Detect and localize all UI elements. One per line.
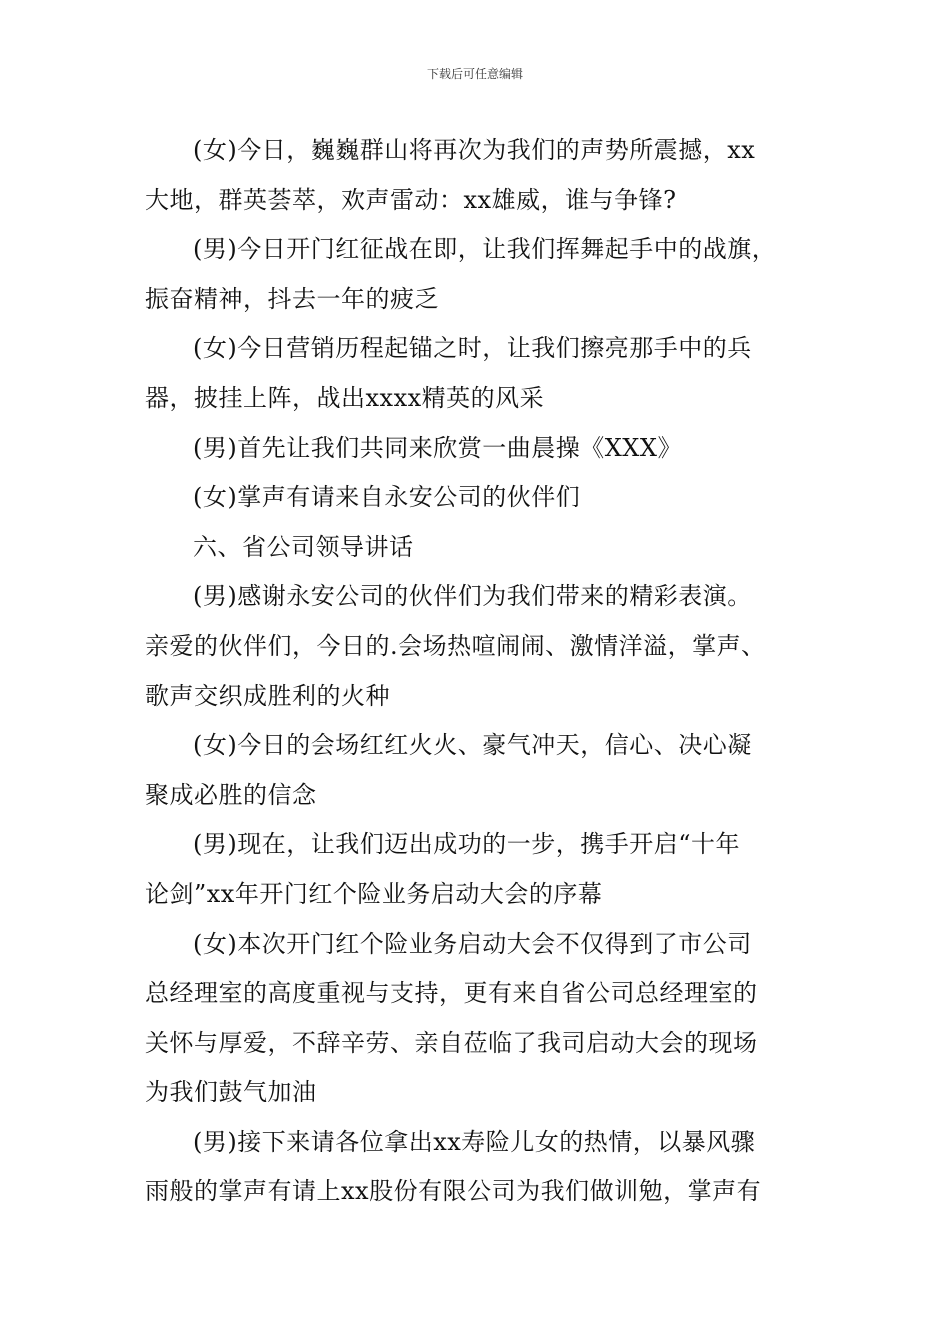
paragraph-3 <box>145 324 817 423</box>
text-line: (女)今日营销历程起锚之时，让我们擦亮那手中的兵 <box>193 334 752 363</box>
paragraph-8 <box>145 721 817 820</box>
paragraph-11 <box>145 1118 817 1217</box>
text-line: 振奋精神，抖去一年的疲乏 <box>145 284 439 313</box>
text-line: (女)今日的会场红红火火、豪气冲天，信心、决心凝 <box>193 731 752 760</box>
paragraph-2 <box>145 225 817 324</box>
text-line: (男)接下来请各位拿出xx寿险儿女的热情，以暴风骤 <box>193 1127 756 1156</box>
page-header: 下载后可任意编辑 <box>426 67 523 81</box>
text-line: 亲爱的伙伴们，今日的.会场热喧闹闹、激情洋溢，掌声、 <box>145 631 766 660</box>
text-line: 器，披挂上阵，战出xxxx精英的风采 <box>145 383 545 412</box>
text-line: 大地，群英荟萃，欢声雷动：xx雄威，谁与争锋? <box>145 185 677 214</box>
text-line: (男)现在，让我们迈出成功的一步，携手开启“十年 <box>193 830 740 859</box>
text-line: (女)今日，巍巍群山将再次为我们的声势所震撼，xx <box>193 136 756 164</box>
text-line: (男)首先让我们共同来欣赏一曲晨操《XXX》 <box>193 433 682 462</box>
text-line: 关怀与厚爱，不辞辛劳、亲自莅临了我司启动大会的现场 <box>145 1028 758 1057</box>
paragraph-9 <box>145 820 817 919</box>
text-line: 歌声交织成胜利的火种 <box>145 681 390 710</box>
section-heading <box>145 523 817 573</box>
paragraph-7 <box>145 572 817 721</box>
paragraph-4 <box>145 424 817 474</box>
paragraph-5 <box>145 473 817 523</box>
text-line: 雨般的掌声有请上xx股份有限公司为我们做训勉，掌声有 <box>145 1177 762 1206</box>
text-line: 为我们鼓气加油 <box>145 1078 317 1107</box>
text-line: 聚成必胜的信念 <box>145 780 317 809</box>
text-line: (女)本次开门红个险业务启动大会不仅得到了市公司 <box>193 929 752 958</box>
text-line: (女)掌声有请来自永安公司的伙伴们 <box>193 483 581 512</box>
text-line: (男)今日开门红征战在即，让我们挥舞起手中的战旗， <box>193 235 777 264</box>
text-line: (男)感谢永安公司的伙伴们为我们带来的精彩表演。 <box>193 582 752 611</box>
text-line: 总经理室的高度重视与支持，更有来自省公司总经理室的 <box>145 979 758 1008</box>
text-line: 论剑”xx年开门红个险业务启动大会的序幕 <box>145 879 603 908</box>
text-line: 六、省公司领导讲话 <box>193 532 414 561</box>
paragraph-10 <box>145 920 817 1118</box>
document-body <box>145 126 817 1217</box>
paragraph-1 <box>145 126 817 225</box>
